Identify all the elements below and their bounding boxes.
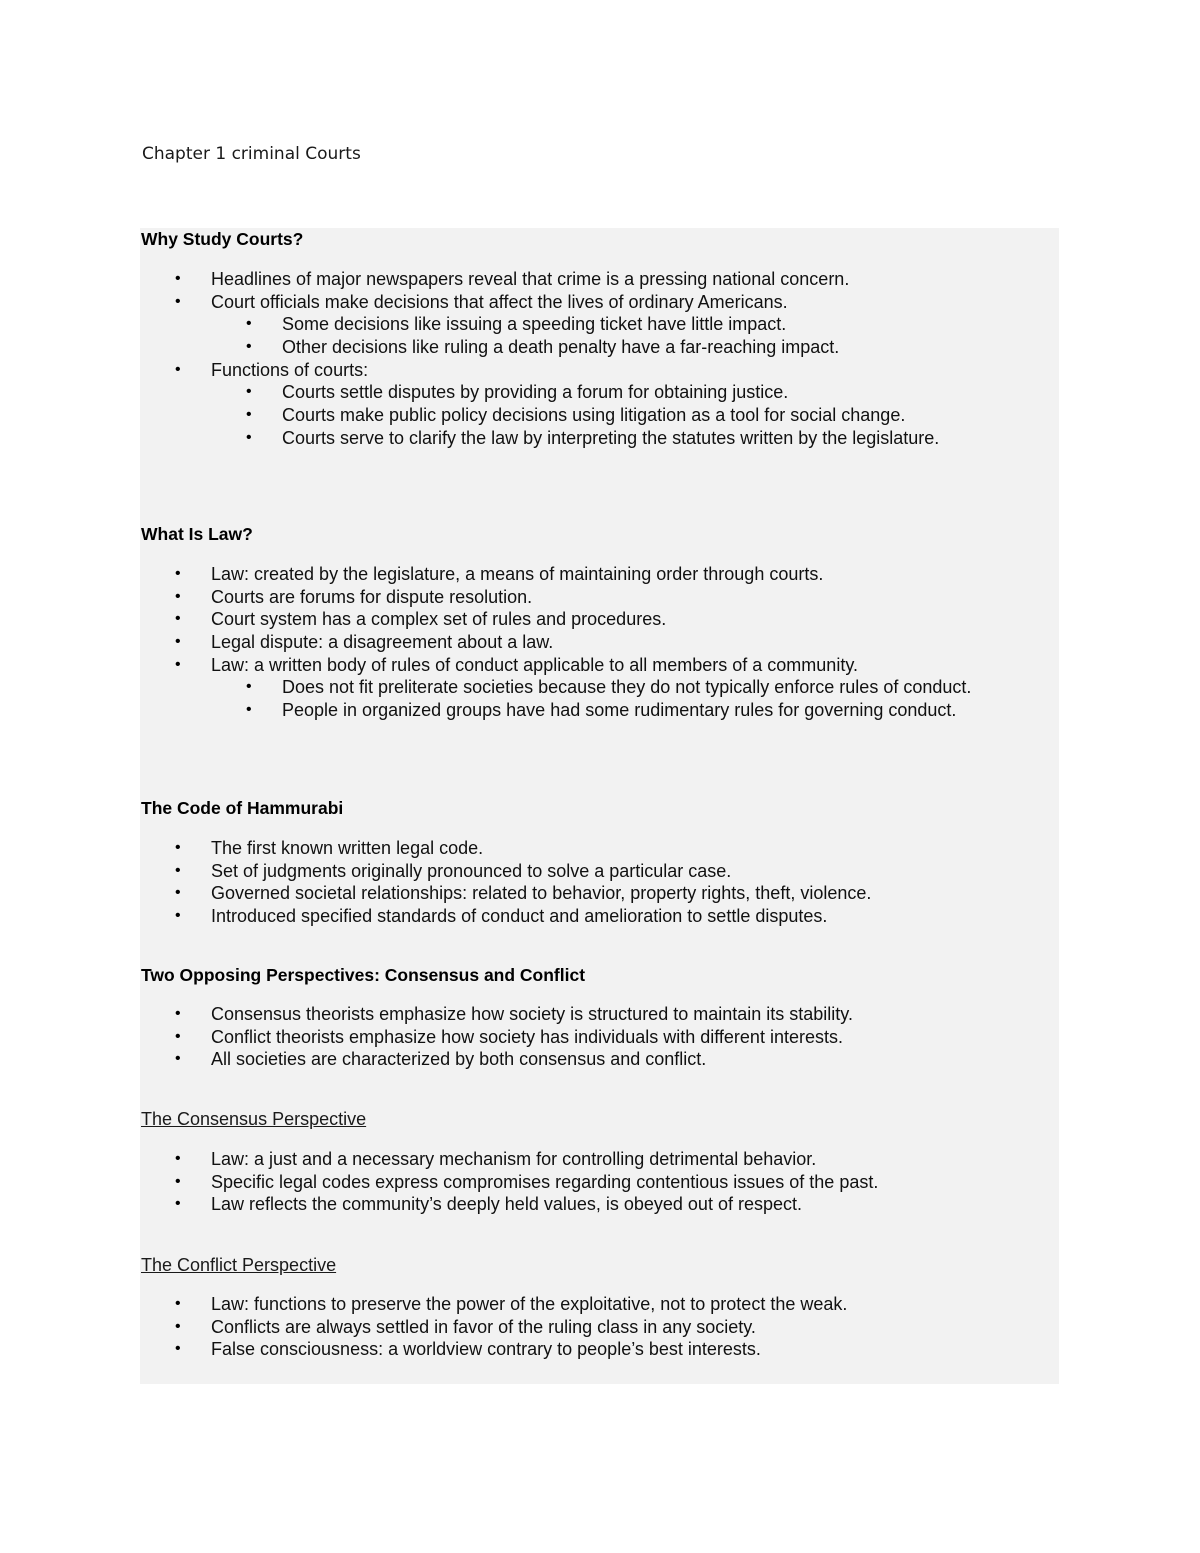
list-item [0,676,971,699]
bullet-icon: • [175,861,181,879]
list-item-text: Law: a just and a necessary mechanism for controlling detrimental behavior. [211,1149,817,1169]
bullet-icon: • [175,1340,181,1358]
section-heading-code-of-hammurabi: The Code of Hammurabi [141,798,344,818]
list-item [0,1193,878,1216]
bullet-icon: • [175,1295,181,1312]
list-item [0,608,971,631]
list-item-text: Consensus theorists emphasize how society is structured to maintain its stability. [211,1004,853,1024]
bullet-list-why-study-courts [0,268,939,450]
list-item [0,291,939,314]
list-item [0,563,971,586]
list-item-text: Courts make public policy decisions using litigation as a tool for social change. [282,405,906,426]
list-item [0,586,971,609]
bullet-icon: • [246,701,252,719]
list-item [0,336,939,359]
list-item-text: The first known written legal code. [211,838,484,858]
list-item [0,359,939,382]
bullet-icon: • [175,610,181,628]
list-item [0,1003,853,1026]
list-item [0,1338,847,1361]
bullet-icon: • [175,1195,181,1213]
list-item [0,654,971,677]
list-item [0,1293,847,1316]
bullet-icon: • [175,270,181,287]
list-item [0,905,871,928]
list-item-text: Other decisions like ruling a death penalty have a far-reaching impact. [282,337,840,358]
bullet-icon: • [175,839,181,856]
list-item-text: Court system has a complex set of rules and procedures. [211,609,667,630]
bullet-icon: • [175,1050,181,1068]
list-item-text: Specific legal codes express compromises regarding contentious issues of the past. [211,1171,879,1192]
bullet-icon: • [175,292,181,310]
list-item [0,837,871,860]
bullet-icon: • [246,678,252,696]
list-item-text: Legal dispute: a disagreement about a law. [211,632,554,653]
list-item-text: Law: a written body of rules of conduct applicable to all members of a community. [211,654,858,675]
list-item [0,268,939,291]
bullet-icon: • [175,1172,181,1190]
list-item-text: Court officials make decisions that affect the lives of ordinary Americans. [211,291,788,312]
list-item-text: Some decisions like issuing a speeding ticket have little impact. [282,314,787,335]
list-item-text: Law: created by the legislature, a means of maintaining order through courts. [211,564,824,584]
bullet-icon: • [175,884,181,902]
subheading-consensus-perspective: The Consensus Perspective [141,1109,367,1129]
list-item-text: Law: functions to preserve the power of the exploitative, not to protect the weak. [211,1294,848,1314]
bullet-icon: • [246,406,252,424]
bullet-icon: • [175,360,181,378]
section-heading-what-is-law: What Is Law? [141,524,253,544]
list-item [0,404,939,427]
list-item [0,860,871,883]
list-item-text: Conflicts are always settled in favor of the ruling class in any society. [211,1316,756,1337]
list-item-text: Conflict theorists emphasize how society has individuals with different interests. [211,1026,843,1047]
list-item-text: Does not fit preliterate societies because they do not typically enforce rules of conduct. [282,677,972,698]
list-item-text: Set of judgments originally pronounced to solve a particular case. [211,860,732,881]
list-item [0,1048,853,1071]
subheading-conflict-perspective: The Conflict Perspective [141,1255,337,1275]
bullet-icon: • [246,315,252,333]
bullet-icon: • [246,428,252,446]
list-item-text: Courts settle disputes by providing a forum for obtaining justice. [282,382,789,403]
bullet-icon: • [175,907,181,925]
list-item [0,1148,878,1171]
list-item-text: Courts serve to clarify the law by interpreting the statutes written by the legislature. [282,427,940,448]
bullet-list-conflict-perspective [0,1293,847,1361]
list-item [0,1171,878,1194]
bullet-icon: • [175,1150,181,1167]
bullet-list-what-is-law [0,563,971,722]
list-item-text: False consciousness: a worldview contrary to people’s best interests. [211,1339,761,1360]
list-item [0,1026,853,1049]
list-item-text: People in organized groups have had some rudimentary rules for governing conduct. [282,700,957,721]
bullet-icon: • [175,1005,181,1022]
list-item [0,699,971,722]
list-item-text: Governed societal relationships: related to behavior, property rights, theft, violence. [211,883,872,904]
list-item-text: All societies are characterized by both consensus and conflict. [211,1049,707,1070]
list-item [0,882,871,905]
list-item-text: Law reflects the community’s deeply held values, is obeyed out of respect. [211,1194,802,1215]
section-heading-two-perspectives: Two Opposing Perspectives: Consensus and Conflict [141,965,586,985]
list-item [0,1316,847,1339]
bullet-list-code-of-hammurabi [0,837,871,928]
list-item [0,381,939,404]
section-heading-why-study-courts: Why Study Courts? [141,229,304,249]
bullet-icon: • [246,338,252,356]
bullet-icon: • [175,565,181,582]
bullet-icon: • [175,587,181,605]
list-item [0,313,939,336]
list-item-text: Courts are forums for dispute resolution. [211,586,533,607]
list-item-text: Headlines of major newspapers reveal that crime is a pressing national concern. [211,269,850,289]
bullet-list-two-perspectives [0,1003,853,1071]
list-item-text: Introduced specified standards of conduct and amelioration to settle disputes. [211,906,828,927]
list-item [0,427,939,450]
bullet-icon: • [175,633,181,651]
list-item [0,631,971,654]
bullet-icon: • [175,1317,181,1335]
bullet-icon: • [175,655,181,673]
bullet-icon: • [246,383,252,401]
bullet-list-consensus-perspective [0,1148,878,1216]
list-item-text: Functions of courts: [211,359,369,380]
document-title: Chapter 1 criminal Courts [142,144,361,164]
bullet-icon: • [175,1027,181,1045]
